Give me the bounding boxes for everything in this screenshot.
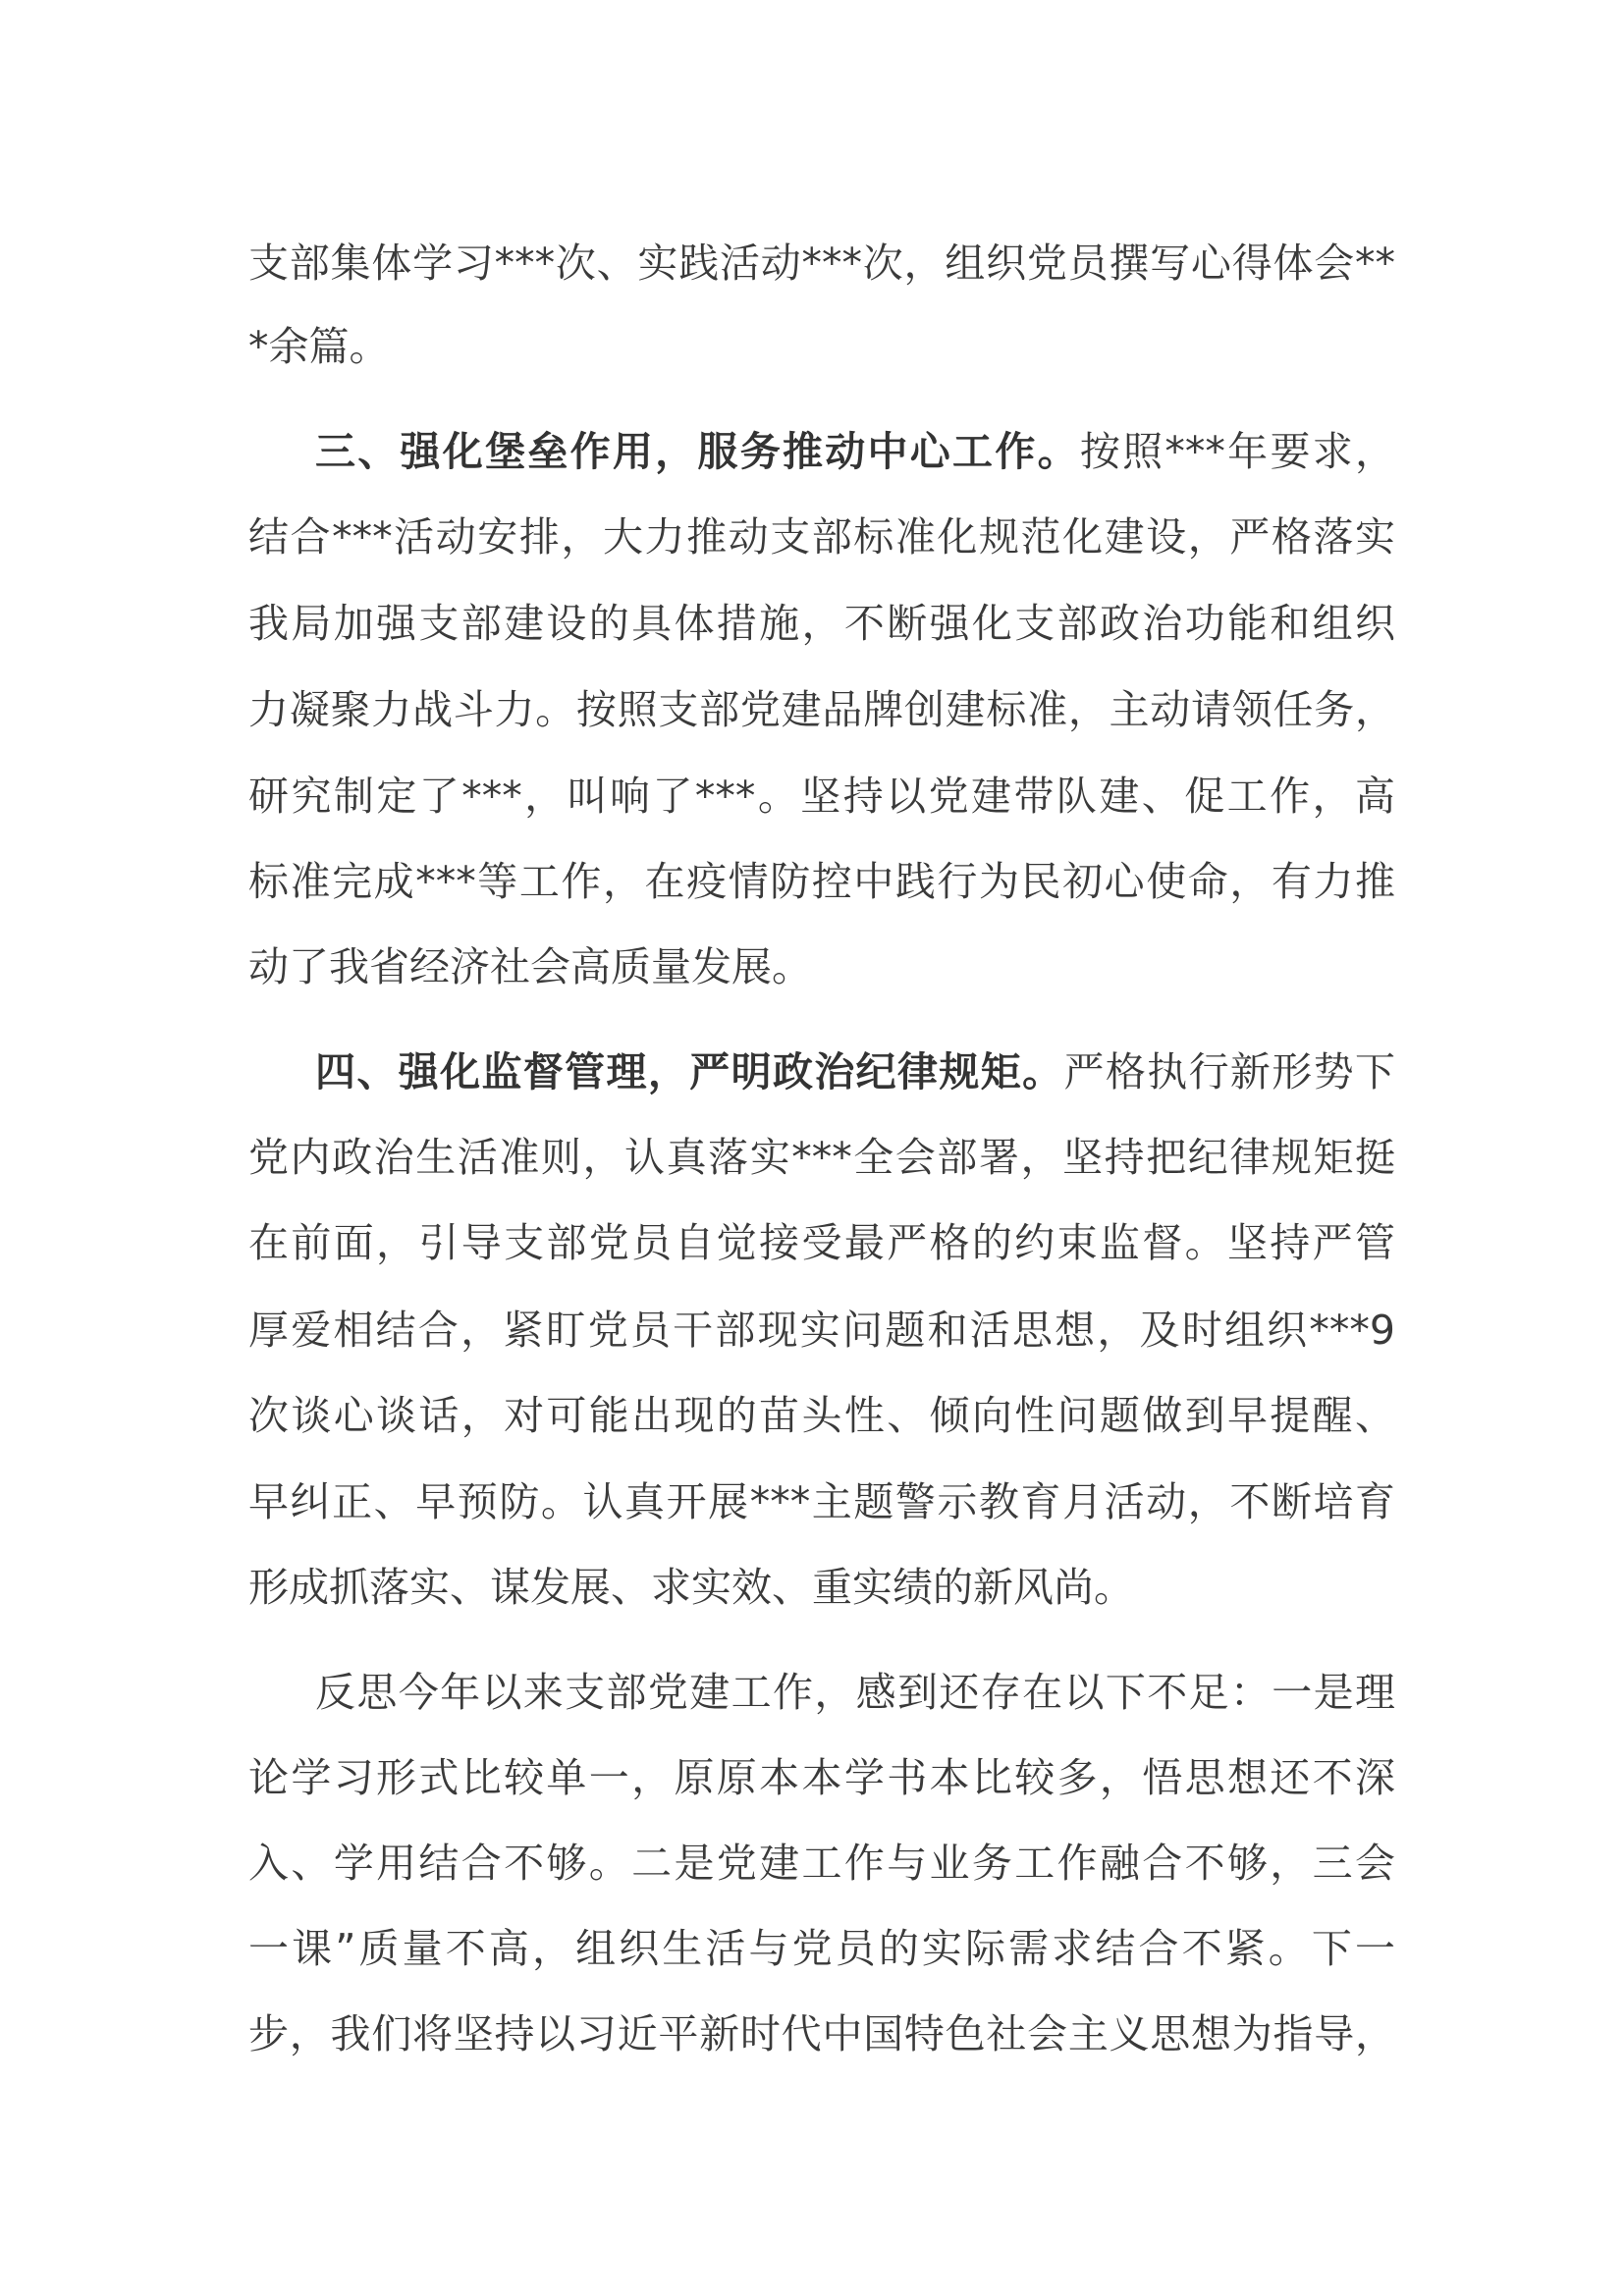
text-line: 我局加强支部建设的具体措施，不断强化支部政治功能和组织 [248, 600, 1395, 647]
text-line: 形成抓落实、谋发展、求实效、重实绩的新风尚。 [248, 1564, 1134, 1611]
text-line: 早纠正、早预防。认真开展***主题警示教育月活动，不断培育 [248, 1478, 1395, 1525]
text-span: 按照***年要求， [1079, 428, 1395, 475]
text-line: 论学习形式比较单一，原原本本学书本比较多，悟思想还不深 [248, 1754, 1395, 1801]
text-line: 党内政治生活准则，认真落实***全会部署，坚持把纪律规矩挺 [248, 1134, 1395, 1181]
text-line: *余篇。 [248, 323, 390, 370]
text-line: 一课”质量不高，组织生活与党员的实际需求结合不紧。下一 [248, 1925, 1395, 1972]
text-line: 动了我省经济社会高质量发展。 [248, 943, 812, 990]
text-line: 支部集体学习***次、实践活动***次，组织党员撰写心得体会** [248, 240, 1395, 287]
text-line: 在前面，引导支部党员自觉接受最严格的约束监督。坚持严管 [248, 1219, 1395, 1266]
text-line: 力凝聚力战斗力。按照支部党建品牌创建标准，主动请领任务， [248, 686, 1395, 733]
text-line: 厚爱相结合，紧盯党员干部现实问题和活思想，及时组织***9 [248, 1307, 1395, 1354]
text-span: 严格执行新形势下 [1063, 1048, 1396, 1095]
section-heading-line [315, 427, 1395, 476]
section-heading-line [315, 1047, 1395, 1096]
text-line: 结合***活动安排，大力推动支部标准化规范化建设，严格落实 [248, 513, 1395, 561]
text-line: 反思今年以来支部党建工作，感到还存在以下不足：一是理 [315, 1669, 1395, 1716]
text-line: 入、学用结合不够。二是党建工作与业务工作融合不够，三会 [248, 1840, 1395, 1887]
text-line: 次谈心谈话，对可能出现的苗头性、倾向性问题做到早提醒、 [248, 1392, 1395, 1439]
section-heading: 三、强化堡垒作用，服务推动中心工作。 [315, 428, 1080, 475]
text-line: 研究制定了***，叫响了***。坚持以党建带队建、促工作，高 [248, 773, 1395, 820]
text-line: 标准完成***等工作，在疫情防控中践行为民初心使命，有力推 [248, 858, 1395, 905]
text-line: 步，我们将坚持以习近平新时代中国特色社会主义思想为指导， [248, 2010, 1395, 2057]
section-heading: 四、强化监督管理，严明政治纪律规矩。 [315, 1048, 1064, 1095]
